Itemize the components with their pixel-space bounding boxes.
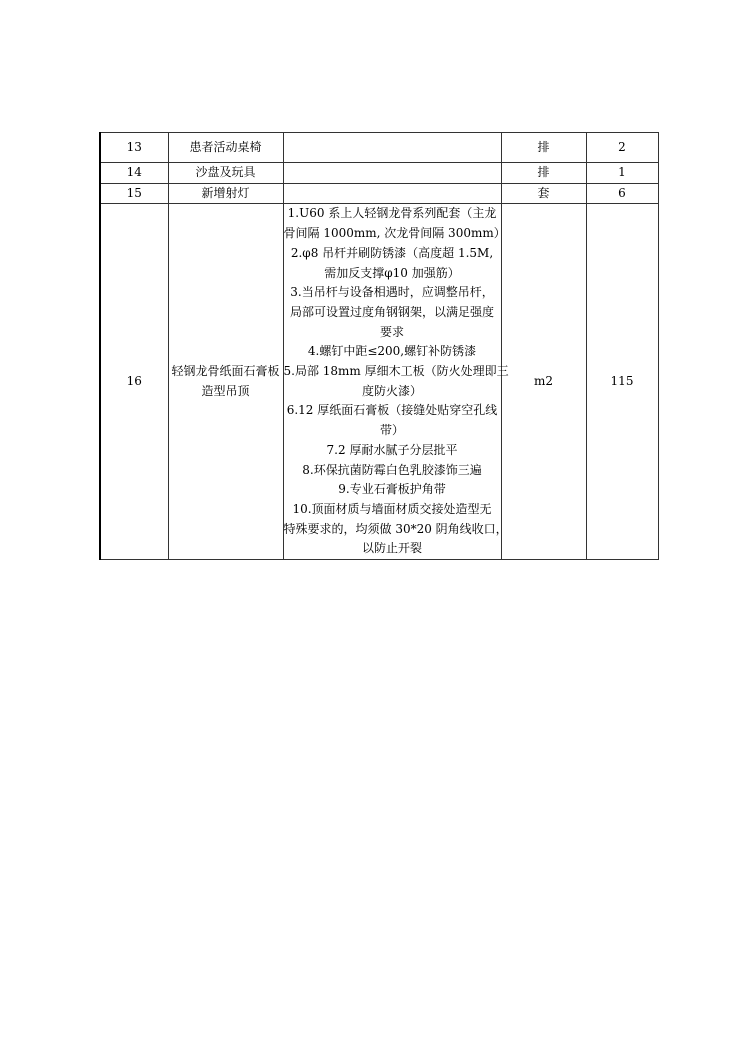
row-number: 16 [100,204,168,560]
description-line: 以防止开裂 [361,541,422,556]
row-number: 14 [100,163,168,184]
row-number: 15 [100,183,168,204]
description-line: 度防火漆） [361,383,422,398]
item-unit: 排 [501,163,586,184]
item-quantity: 6 [586,183,658,204]
spec-table [99,132,659,560]
item-description [283,183,501,204]
item-description [283,133,501,163]
table-row [100,183,658,204]
description-line: 局部可设置过度角钢钢架，以满足强度 [289,304,494,319]
table-row [100,204,658,560]
item-name: 新增射灯 [168,183,283,204]
description-line: 2.φ8 吊杆并刷防锈漆（高度超 1.5M, [290,245,494,260]
description-line: 9.专业石膏板护角带 [338,482,446,497]
item-name-line: 造型吊顶 [201,383,250,398]
item-unit: 排 [501,133,586,163]
item-name [168,204,283,560]
description-line: 要求 [379,324,404,339]
description-line: 特殊要求的，均须做 30*20 阴角线收口， [283,521,508,536]
row-number: 13 [100,133,168,163]
table-row [100,133,658,163]
description-line: 8.环保抗菌防霉白色乳胶漆饰三遍 [302,462,482,477]
table-row [100,163,658,184]
item-quantity: 1 [586,163,658,184]
item-name: 患者活动桌椅 [168,133,283,163]
description-line: 6.12 厚纸面石膏板（接缝处贴穿空孔线 [286,403,498,418]
description-line: 骨间隔 1000mm, 次龙骨间隔 300mm） [283,226,506,241]
description-line: 5.局部 18mm 厚细木工板（防火处理即三 [283,364,509,379]
description-line: 3.当吊杆与设备相遇时，应调整吊杆， [290,285,494,300]
description-line: 带） [379,423,404,438]
description-line: 需加反支撑φ10 加强筋） [324,265,460,280]
description-line: 4.螺钉中距≤200,螺钉补防锈漆 [307,344,477,359]
item-quantity: 115 [586,204,658,560]
item-unit: m2 [501,204,586,560]
item-quantity: 2 [586,133,658,163]
item-name: 沙盘及玩具 [168,163,283,184]
description-line: 1.U60 系上人轻钢龙骨系列配套（主龙 [287,206,497,221]
description-line: 7.2 厚耐水腻子分层批平 [326,442,458,457]
item-name-line: 轻钢龙骨纸面石膏板 [171,364,280,379]
description-line: 10.顶面材质与墙面材质交接处造型无 [292,501,492,516]
item-description [283,163,501,184]
item-description [283,204,509,560]
item-unit: 套 [501,183,586,204]
